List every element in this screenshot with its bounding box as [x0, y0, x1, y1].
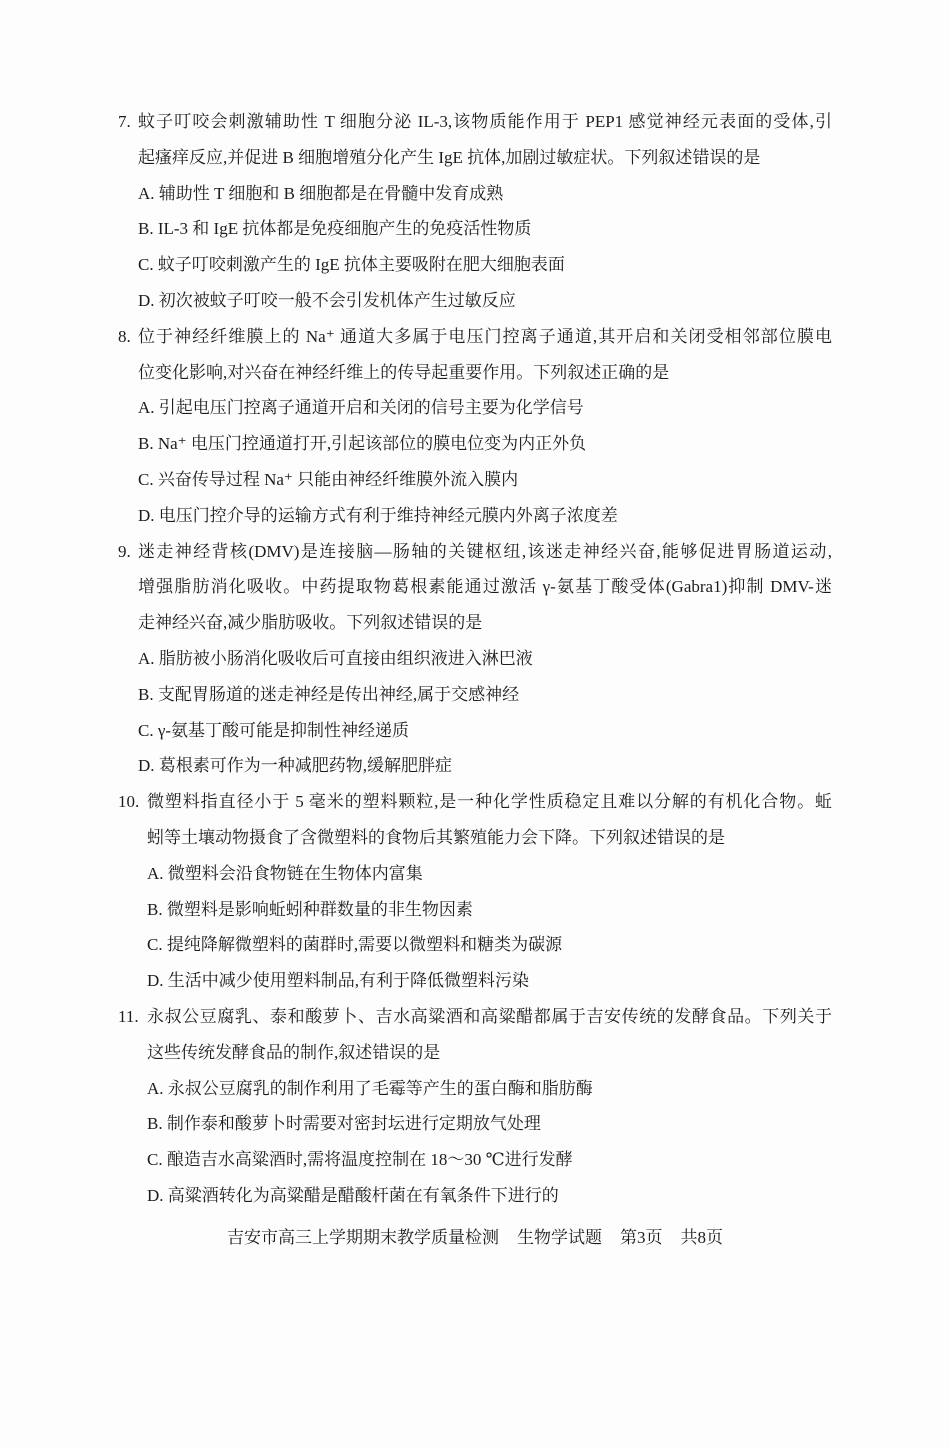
option-d: D. 葛根素可作为一种减肥药物,缓解肥胖症	[138, 756, 453, 776]
question-stem-line: 蚓等土壤动物摄食了含微塑料的食物后其繁殖能力会下降。下列叙述错误的是	[147, 827, 725, 847]
option-c: C. 蚊子叮咬刺激产生的 IgE 抗体主要吸附在肥大细胞表面	[138, 255, 565, 275]
option-a: A. 辅助性 T 细胞和 B 细胞都是在骨髓中发育成熟	[138, 183, 504, 203]
footer-page-number: 第3页	[620, 1228, 663, 1247]
page-footer	[0, 1220, 950, 1256]
question-stem-line: 迷走神经背核(DMV)是连接脑—肠轴的关键枢纽,该迷走神经兴奋,能够促进胃肠道运动,	[138, 541, 832, 561]
option-a: A. 脂肪被小肠消化吸收后可直接由组织液进入淋巴液	[138, 648, 533, 668]
question-number: 10.	[118, 792, 140, 812]
question-stem-line: 起瘙痒反应,并促进 B 细胞增殖分化产生 IgE 抗体,加剧过敏症状。下列叙述错误的是	[138, 147, 761, 167]
question-stem-line: 增强脂肪消化吸收。中药提取物葛根素能通过激活 γ-氨基丁酸受体(Gabra1)抑制 DMV-迷	[138, 577, 832, 597]
question-number: 9.	[118, 541, 131, 561]
option-d: D. 生活中减少使用塑料制品,有利于降低微塑料污染	[147, 971, 530, 991]
option-c: C. 兴奋传导过程 Na⁺ 只能由神经纤维膜外流入膜内	[138, 469, 519, 489]
option-a: A. 永叔公豆腐乳的制作利用了毛霉等产生的蛋白酶和脂肪酶	[147, 1078, 593, 1098]
question-stem-line: 这些传统发酵食品的制作,叙述错误的是	[147, 1042, 441, 1062]
question-11	[118, 999, 832, 1214]
option-c: C. 酿造吉水高粱酒时,需将温度控制在 18～30 ℃进行发酵	[147, 1150, 573, 1170]
option-d: D. 初次被蚊子叮咬一般不会引发机体产生过敏反应	[138, 290, 516, 310]
exam-page-content	[118, 104, 832, 1214]
question-9	[118, 534, 832, 785]
option-d: D. 高粱酒转化为高粱醋是醋酸杆菌在有氧条件下进行的	[147, 1185, 559, 1205]
option-b: B. 微塑料是影响蚯蚓种群数量的非生物因素	[147, 899, 473, 919]
question-stem-line: 蚊子叮咬会刺激辅助性 T 细胞分泌 IL-3,该物质能作用于 PEP1 感觉神经元表面的受体,引	[138, 112, 832, 131]
option-c: C. γ-氨基丁酸可能是抑制性神经递质	[138, 720, 410, 740]
question-number: 7.	[118, 112, 131, 131]
option-c: C. 提纯降解微塑料的菌群时,需要以微塑料和糖类为碳源	[147, 935, 563, 955]
question-stem-line: 位变化影响,对兴奋在神经纤维上的传导起重要作用。下列叙述正确的是	[138, 362, 670, 382]
question-stem-line: 走神经兴奋,减少脂肪吸收。下列叙述错误的是	[138, 613, 483, 633]
question-number: 8.	[118, 326, 131, 346]
option-b: B. IL-3 和 IgE 抗体都是免疫细胞产生的免疫活性物质	[138, 219, 532, 239]
option-d: D. 电压门控介导的运输方式有利于维持神经元膜内外离子浓度差	[138, 505, 618, 525]
question-stem-line: 永叔公豆腐乳、泰和酸萝卜、吉水高粱酒和高粱醋都属于吉安传统的发酵食品。下列关于	[147, 1006, 832, 1026]
question-7	[118, 104, 832, 319]
option-b: B. 支配胃肠道的迷走神经是传出神经,属于交感神经	[138, 684, 520, 704]
option-b: B. Na⁺ 电压门控通道打开,引起该部位的膜电位变为内正外负	[138, 434, 587, 454]
question-10	[118, 784, 832, 999]
footer-exam-title: 吉安市高三上学期期末教学质量检测	[227, 1228, 499, 1247]
question-number: 11.	[118, 1006, 139, 1026]
question-stem-line: 微塑料指直径小于 5 毫米的塑料颗粒,是一种化学性质稳定且难以分解的有机化合物。蚯	[147, 792, 832, 812]
option-a: A. 微塑料会沿食物链在生物体内富集	[147, 863, 423, 883]
footer-page-total: 共8页	[680, 1228, 723, 1247]
question-8	[118, 319, 832, 534]
footer-subject: 生物学试题	[517, 1228, 602, 1247]
option-a: A. 引起电压门控离子通道开启和关闭的信号主要为化学信号	[138, 398, 584, 418]
question-stem-line: 位于神经纤维膜上的 Na⁺ 通道大多属于电压门控离子通道,其开启和关闭受相邻部位膜电	[138, 326, 832, 346]
option-b: B. 制作泰和酸萝卜时需要对密封坛进行定期放气处理	[147, 1114, 541, 1134]
